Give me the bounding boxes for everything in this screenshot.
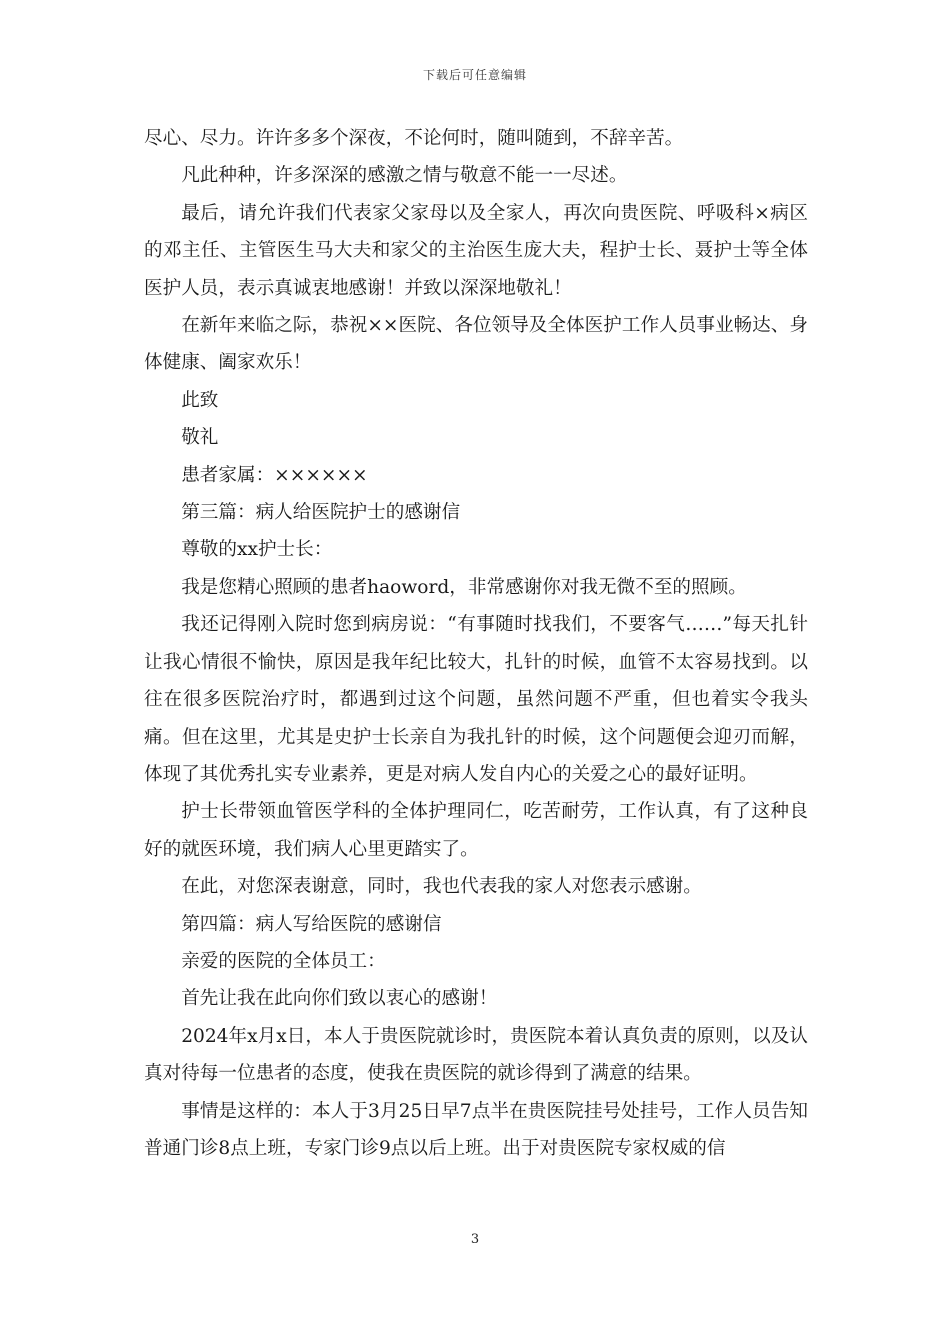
page-header: 下载后可任意编辑 bbox=[422, 68, 527, 82]
document-body bbox=[144, 120, 808, 1167]
paragraph: 我还记得刚入院时您到病房说：“有事随时找我们，不要客气……”每天扎针让我心情很不愉快，原因是我年纪比较大，扎针的时候，血管不太容易找到。以往在很多医院治疗时，都遇到过这个问题，虽然问题不严重，但也着实令我头痛。但在这里，尤其是史护士长亲自为我扎针的时候，这个问题便会迎刃而解，体现了其优秀扎实专业素养，更是对病人发自内心的关爱之心的最好证明。 bbox=[144, 614, 808, 785]
paragraph: 在此，对您深表谢意，同时，我也代表我的家人对您表示感谢。 bbox=[181, 876, 702, 898]
signature-line: 患者家属：×××××× bbox=[181, 464, 368, 486]
salutation-closing: 此致 bbox=[181, 389, 219, 411]
section-title: 第三篇：病人给医院护士的感谢信 bbox=[181, 502, 461, 524]
letter-greeting: 尊敬的xx护士长： bbox=[181, 539, 333, 561]
paragraph: 事情是这样的：本人于3月25日早7点半在贵医院挂号处挂号，工作人员告知普通门诊8点上班，专家门诊9点以后上班。出于对贵医院专家权威的信 bbox=[144, 1100, 808, 1159]
paragraph: 尽心、尽力。许许多多个深夜，不论何时，随叫随到，不辞辛苦。 bbox=[144, 128, 684, 149]
paragraph: 首先让我在此向你们致以衷心的感谢！ bbox=[181, 988, 498, 1010]
letter-greeting: 亲爱的医院的全体员工： bbox=[181, 950, 386, 972]
paragraph: 我是您精心照顾的患者haoword，非常感谢你对我无微不至的照顾。 bbox=[181, 576, 747, 598]
section-title: 第四篇：病人写给医院的感谢信 bbox=[181, 913, 442, 935]
paragraph: 2024年x月x日，本人于贵医院就诊时，贵医院本着认真负责的原则，以及认真对待每一位患者的态度，使我在贵医院的就诊得到了满意的结果。 bbox=[144, 1025, 808, 1085]
paragraph: 在新年来临之际，恭祝××医院、各位领导及全体医护工作人员事业畅达、身体健康、阖家欢乐！ bbox=[144, 315, 808, 374]
paragraph: 最后，请允许我们代表家父家母以及全家人，再次向贵医院、呼吸科×病区的邓主任、主管医生马大夫和家父的主治医生庞大夫，程护士长、聂护士等全体医护人员，表示真诚衷地感谢！并致以深深地敬礼！ bbox=[144, 202, 808, 299]
page-number: 3 bbox=[470, 1232, 480, 1247]
paragraph: 护士长带领血管医学科的全体护理同仁，吃苦耐劳，工作认真，有了这种良好的就医环境，我们病人心里更踏实了。 bbox=[144, 801, 808, 860]
paragraph: 凡此种种，许多深深的感激之情与敬意不能一一尽述。 bbox=[181, 165, 628, 187]
salutation-regards: 敬礼 bbox=[181, 427, 219, 449]
